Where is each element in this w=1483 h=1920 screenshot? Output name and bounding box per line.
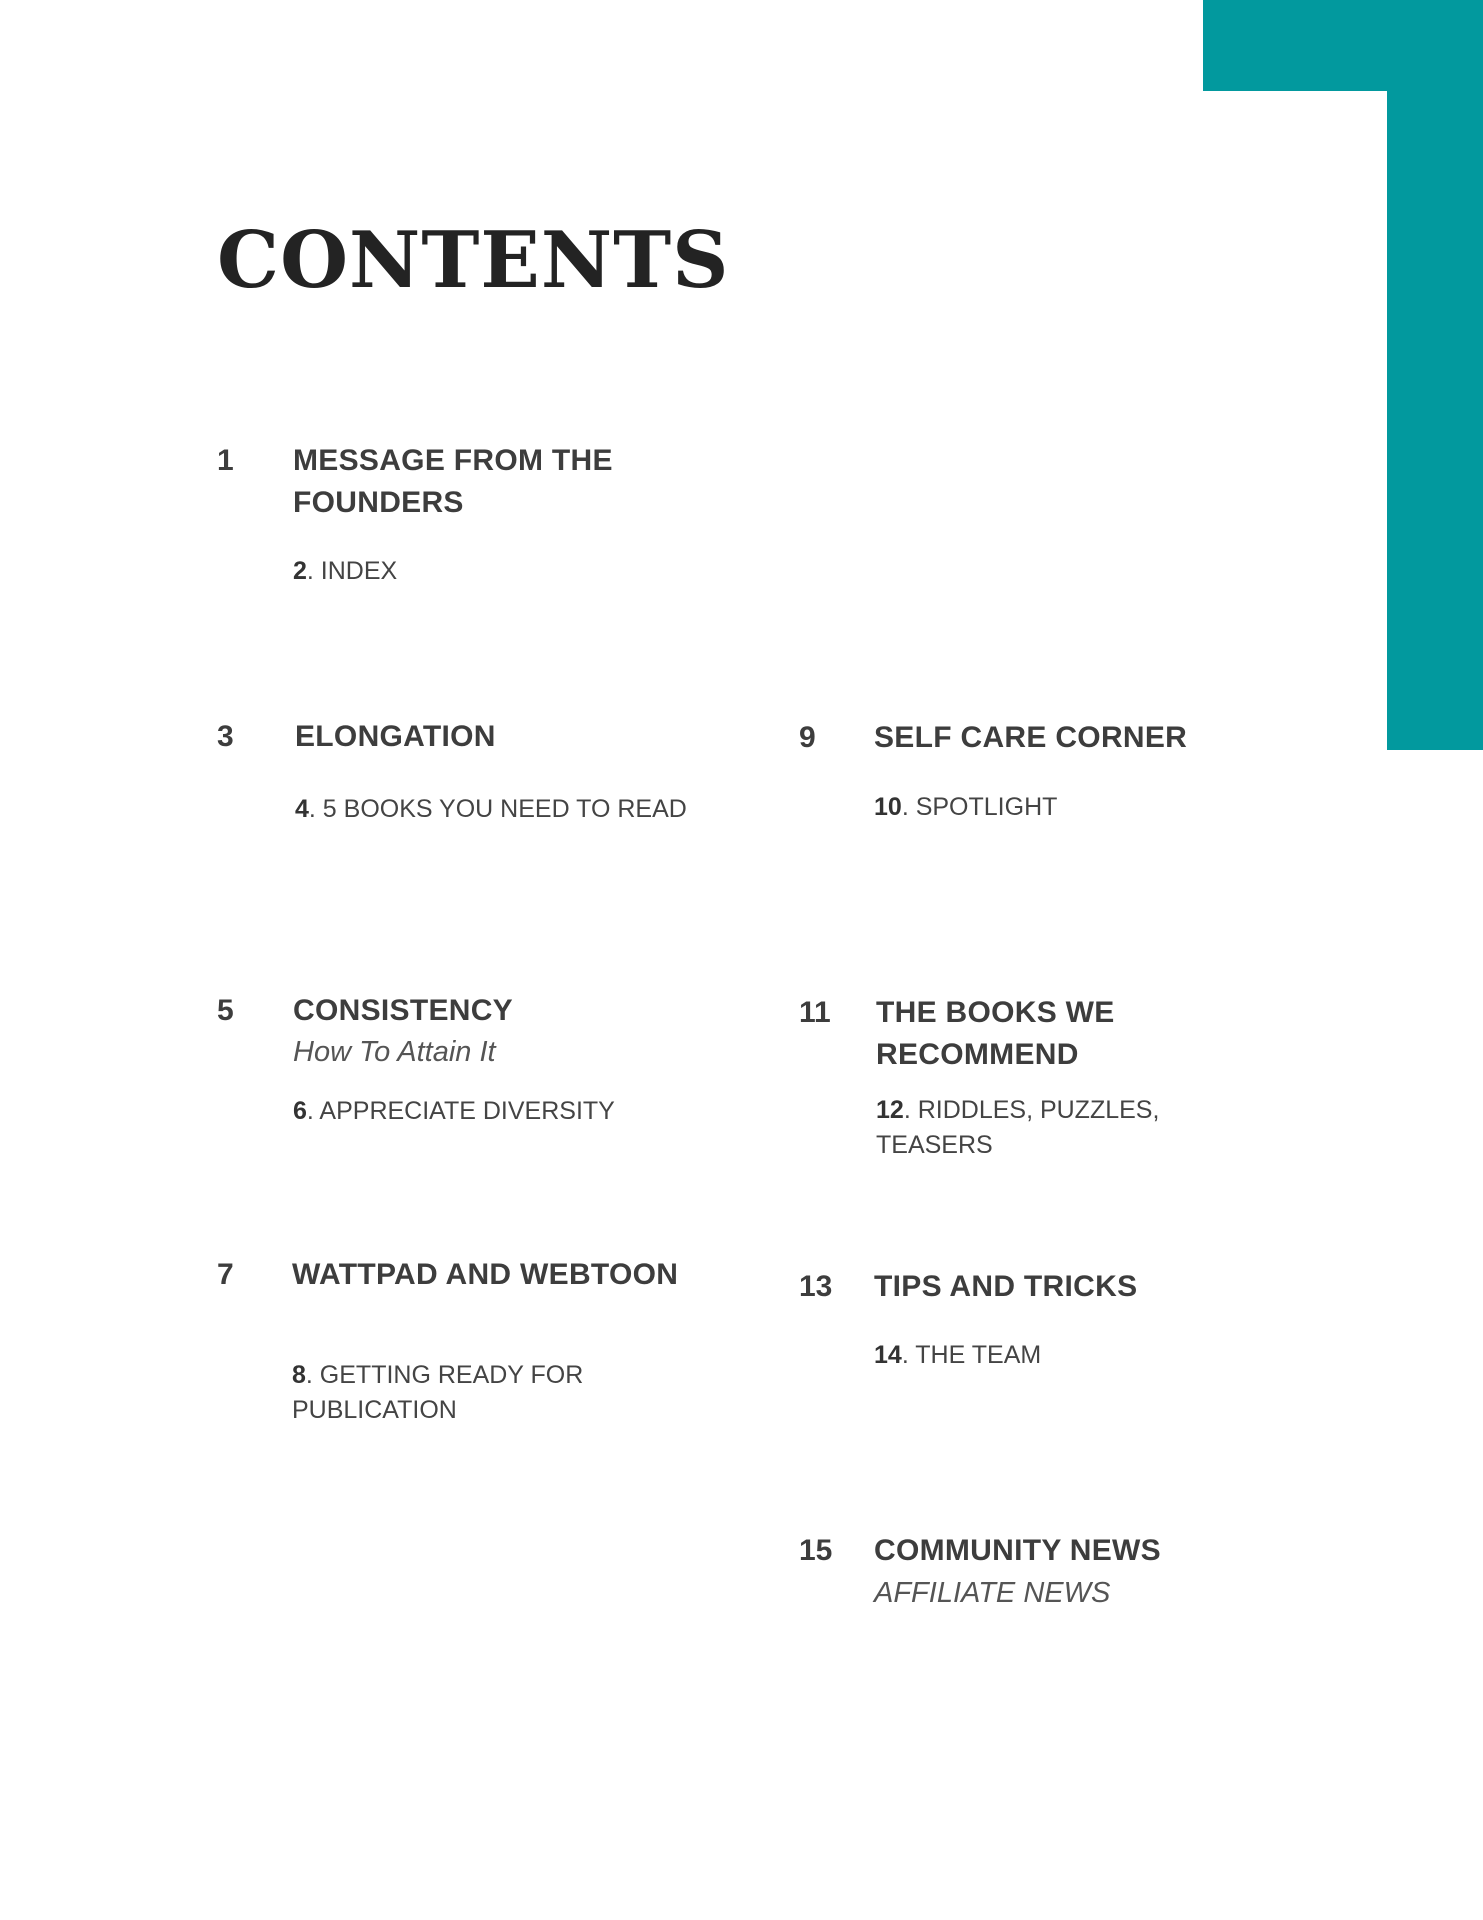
entry-title: ELONGATION xyxy=(295,720,496,753)
entry-number: 5 xyxy=(217,994,234,1027)
entry-title: TIPS AND TRICKS xyxy=(874,1270,1138,1303)
toc-entry-5 xyxy=(217,990,737,1150)
toc-entry-7 xyxy=(217,1254,777,1434)
entry-subitem: 10. SPOTLIGHT xyxy=(874,793,1058,821)
entry-subitem: 14. THE TEAM xyxy=(874,1341,1042,1369)
entry-number: 1 xyxy=(217,444,234,477)
toc-entry-13 xyxy=(799,1266,1239,1386)
entry-subitem: 8. GETTING READY FOR PUBLICATION xyxy=(292,1361,584,1424)
toc-entry-9 xyxy=(799,717,1239,837)
entry-subitem: 12. RIDDLES, PUZZLES, TEASERS xyxy=(876,1096,1160,1159)
entry-number: 7 xyxy=(217,1258,234,1291)
entry-number: 11 xyxy=(799,996,831,1029)
entry-subitem: 2. INDEX xyxy=(293,557,398,585)
entry-subtitle: AFFILIATE NEWS xyxy=(874,1577,1111,1609)
entry-subitem: 6. APPRECIATE DIVERSITY xyxy=(293,1097,615,1125)
entry-title: THE BOOKS WE RECOMMEND xyxy=(876,996,1115,1071)
entry-number: 13 xyxy=(799,1270,833,1303)
entry-subtitle: How To Attain It xyxy=(293,1036,496,1068)
entry-number: 3 xyxy=(217,720,234,753)
toc-entry-3 xyxy=(217,716,777,836)
page-title: CONTENTS xyxy=(217,215,730,306)
entry-number: 9 xyxy=(799,721,816,754)
entry-title: CONSISTENCY xyxy=(293,994,513,1027)
entry-title: MESSAGE FROM THE FOUNDERS xyxy=(293,444,613,519)
entry-title: COMMUNITY NEWS xyxy=(874,1534,1161,1567)
entry-title: WATTPAD AND WEBTOON xyxy=(292,1258,679,1291)
accent-bar-side xyxy=(1387,0,1483,750)
toc-entry-1 xyxy=(217,440,737,600)
entry-number: 15 xyxy=(799,1534,833,1567)
toc-entry-11 xyxy=(799,992,1279,1159)
entry-subitem: 4. 5 BOOKS YOU NEED TO READ xyxy=(295,795,687,823)
toc-entry-15 xyxy=(799,1530,1239,1640)
entry-title: SELF CARE CORNER xyxy=(874,721,1188,754)
